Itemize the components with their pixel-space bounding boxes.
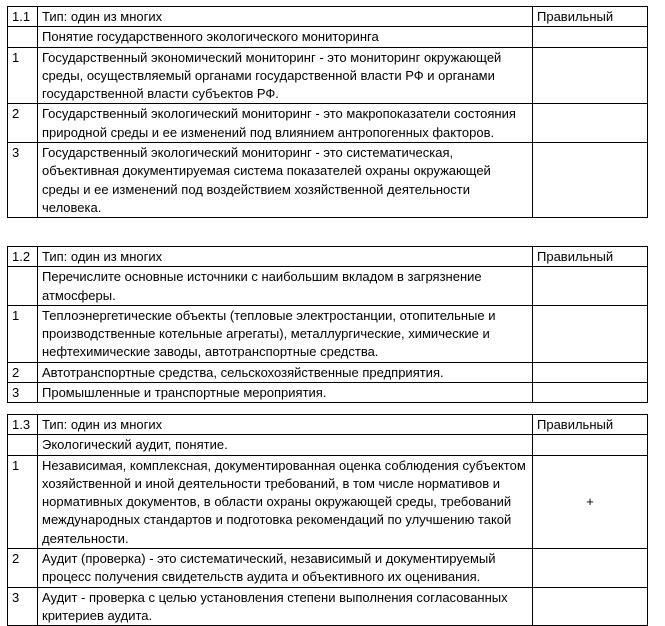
question-type: Тип: один из многих xyxy=(38,247,533,267)
correct-column-header: Правильный xyxy=(533,7,648,27)
correct-column-header: Правильный xyxy=(533,415,648,435)
option-number: 2 xyxy=(8,104,38,143)
correct-mark-cell xyxy=(533,104,648,143)
question-prompt-row xyxy=(8,435,648,455)
answer-option-row xyxy=(8,383,648,403)
question-number: 1.2 xyxy=(8,247,38,267)
option-number: 2 xyxy=(8,549,38,588)
answer-option-row xyxy=(8,305,648,362)
question-table-1-2 xyxy=(7,246,648,403)
answer-option-row xyxy=(8,455,648,548)
question-table-1-1 xyxy=(7,6,648,218)
option-text: Промышленные и транспортные мероприятия. xyxy=(38,383,533,403)
option-text: Независимая, комплексная, документированная оценка соблюдения субъектом хозяйственной и иной деятельности требований, в том числе нормативов и нормативных документов, в области охраны окружающей среды, требований международных стандартов и подготовка рекомендаций по улучшению такой деятельности. xyxy=(38,455,533,548)
question-number: 1.3 xyxy=(8,415,38,435)
question-header-row xyxy=(8,415,648,435)
question-number: 1.1 xyxy=(8,7,38,27)
question-prompt-row xyxy=(8,27,648,47)
option-number: 3 xyxy=(8,143,38,218)
answer-option-row xyxy=(8,104,648,143)
correct-mark-cell xyxy=(533,549,648,588)
option-number: 1 xyxy=(8,305,38,362)
option-number: 1 xyxy=(8,455,38,548)
correct-mark-cell xyxy=(533,383,648,403)
correct-mark-cell: + xyxy=(533,455,648,548)
option-number: 3 xyxy=(8,383,38,403)
question-header-row xyxy=(8,247,648,267)
correct-mark-cell xyxy=(533,143,648,218)
correct-mark-cell xyxy=(533,587,648,626)
option-number: 2 xyxy=(8,362,38,382)
correct-mark-cell xyxy=(533,305,648,362)
answer-option-row xyxy=(8,587,648,626)
answer-option-row xyxy=(8,47,648,104)
question-prompt: Экологический аудит, понятие. xyxy=(38,435,533,455)
option-text: Аудит (проверка) - это систематический, независимый и документируемый процесс получения свидетельств аудита и объективного их оценивания. xyxy=(38,549,533,588)
answer-option-row xyxy=(8,362,648,382)
question-prompt: Перечислите основные источники с наибольшим вкладом в загрязнение атмосферы. xyxy=(38,267,533,306)
option-text: Автотранспортные средства, сельскохозяйственные предприятия. xyxy=(38,362,533,382)
option-text: Аудит - проверка с целью установления степени выполнения согласованных критериев аудита. xyxy=(38,587,533,626)
option-text: Государственный экономический мониторинг - это мониторинг окружающей среды, осуществляемый органами государственной власти РФ и органами государственной власти субъектов РФ. xyxy=(38,47,533,104)
answer-option-row xyxy=(8,549,648,588)
correct-column-header: Правильный xyxy=(533,247,648,267)
option-text: Теплоэнергетические объекты (тепловые электростанции, отопительные и производственные котельные агрегаты), металлургические, химические и нефтехимические заводы, автотранспортные средства. xyxy=(38,305,533,362)
correct-mark-cell xyxy=(533,47,648,104)
question-table-1-3 xyxy=(7,414,648,626)
question-type: Тип: один из многих xyxy=(38,7,533,27)
option-text: Государственный экологический мониторинг - это макропоказатели состояния природной среды и ее изменений под влиянием антропогенных факторов. xyxy=(38,104,533,143)
correct-mark-cell xyxy=(533,362,648,382)
question-type: Тип: один из многих xyxy=(38,415,533,435)
option-text: Государственный экологический мониторинг - это систематическая, объективная документируемая система показателей охраны окружающей среды и ее изменений под воздействием хозяйственной деятельности человека. xyxy=(38,143,533,218)
question-prompt: Понятие государственного экологического мониторинга xyxy=(38,27,533,47)
question-header-row xyxy=(8,7,648,27)
option-number: 1 xyxy=(8,47,38,104)
answer-option-row xyxy=(8,143,648,218)
option-number: 3 xyxy=(8,587,38,626)
question-prompt-row xyxy=(8,267,648,306)
